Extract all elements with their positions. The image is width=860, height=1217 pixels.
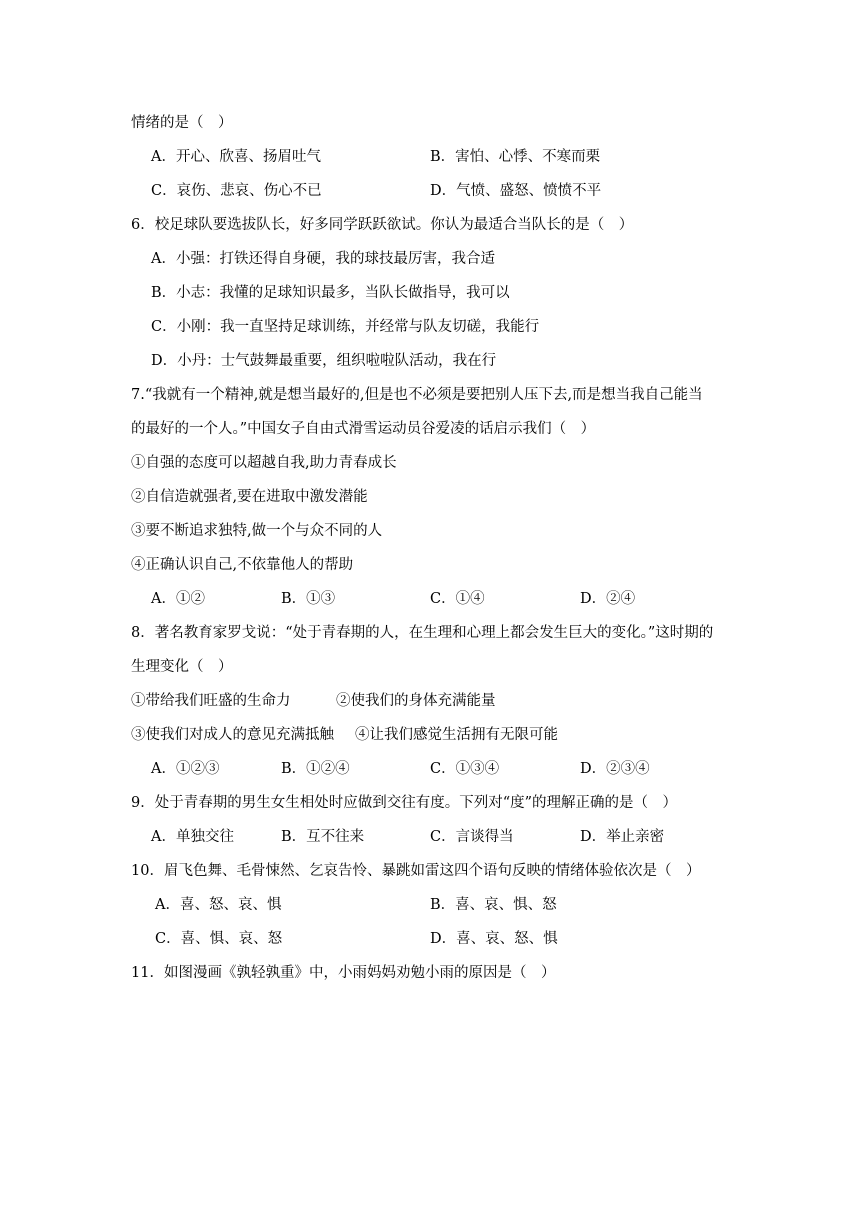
question-11-stem: 11．如图漫画《孰轻孰重》中，小雨妈妈劝勉小雨的原因是（ ） <box>131 965 556 981</box>
question-8-item-1: ①带给我们旺盛的生命力 <box>131 693 291 709</box>
question-10-option-d: D．喜、哀、怒、惧 <box>430 931 558 947</box>
question-8-option-d: D．②③④ <box>580 761 650 777</box>
question-8-stem-line-2: 生理变化（ ） <box>131 659 233 675</box>
question-10-option-a: A．喜、怒、哀、惧 <box>155 897 282 913</box>
question-9-option-a: A．单独交往 <box>151 829 234 845</box>
question-7-item-3: ③要不断追求独特,做一个与众不同的人 <box>131 523 383 539</box>
question-9-stem: 9．处于青春期的男生女生相处时应做到交往有度。下列对“度”的理解正确的是（ ） <box>131 795 678 811</box>
question-6-option-d: D．小丹：士气鼓舞最重要，组织啦啦队活动，我在行 <box>151 353 497 369</box>
question-9-option-c: C．言谈得当 <box>430 829 514 845</box>
question-6-stem: 6．校足球队要选拔队长，好多同学跃跃欲试。你认为最适合当队长的是（ ） <box>131 217 634 233</box>
question-5-option-a: A．开心、欣喜、扬眉吐气 <box>151 149 321 165</box>
question-7-stem-line-1: 7.“我就有一个精神,就是想当最好的,但是也不必须是要把别人压下去,而是想当我自己能当 <box>131 387 703 403</box>
question-7-option-d: D．②④ <box>580 591 636 607</box>
question-8-option-c: C．①③④ <box>430 761 500 777</box>
question-8-option-a: A．①②③ <box>151 761 220 777</box>
question-10-stem: 10．眉飞色舞、毛骨悚然、乞哀告怜、暴跳如雷这四个语句反映的情绪体验依次是（ ） <box>131 863 701 879</box>
question-7-item-1: ①自强的态度可以超越自我,助力青春成长 <box>131 455 397 471</box>
question-8-item-3: ③使我们对成人的意见充满抵触 <box>131 727 334 743</box>
question-5-stem: 情绪的是（ ） <box>131 115 233 131</box>
question-9-option-d: D．举止亲密 <box>580 829 665 845</box>
question-7-option-c: C．①④ <box>430 591 485 607</box>
question-10-option-b: B．喜、哀、惧、怒 <box>430 897 557 913</box>
question-8-item-2: ②使我们的身体充满能量 <box>336 693 496 709</box>
question-5-option-b: B．害怕、心悸、不寒而栗 <box>430 149 601 165</box>
question-10-option-c: C．喜、惧、哀、怒 <box>155 931 283 947</box>
question-5-option-c: C．哀伤、悲哀、伤心不已 <box>151 183 322 199</box>
question-8-option-b: B．①②④ <box>281 761 350 777</box>
question-7-item-4: ④正确认识自己,不依靠他人的帮助 <box>131 557 354 573</box>
question-9-option-b: B．互不往来 <box>281 829 365 845</box>
question-5-option-d: D．气愤、盛怒、愤愤不平 <box>430 183 602 199</box>
question-7-option-a: A．①② <box>151 591 205 607</box>
question-7-stem-line-2: 的最好的一个人。”中国女子自由式滑雪运动员谷爱凌的话启示我们（ ） <box>131 421 596 437</box>
question-8-stem-line-1: 8．著名教育家罗戈说：“处于青春期的人，在生理和心理上都会发生巨大的变化。”这时期的 <box>131 625 714 641</box>
question-6-option-c: C．小刚：我一直坚持足球训练，并经常与队友切磋，我能行 <box>151 319 540 335</box>
question-7-item-2: ②自信造就强者,要在进取中激发潜能 <box>131 489 368 505</box>
question-6-option-a: A．小强：打铁还得自身硬，我的球技最厉害，我合适 <box>151 251 495 267</box>
question-7-option-b: B．①③ <box>281 591 336 607</box>
question-8-item-4: ④让我们感觉生活拥有无限可能 <box>355 727 558 743</box>
question-6-option-b: B．小志：我懂的足球知识最多，当队长做指导，我可以 <box>151 285 510 301</box>
